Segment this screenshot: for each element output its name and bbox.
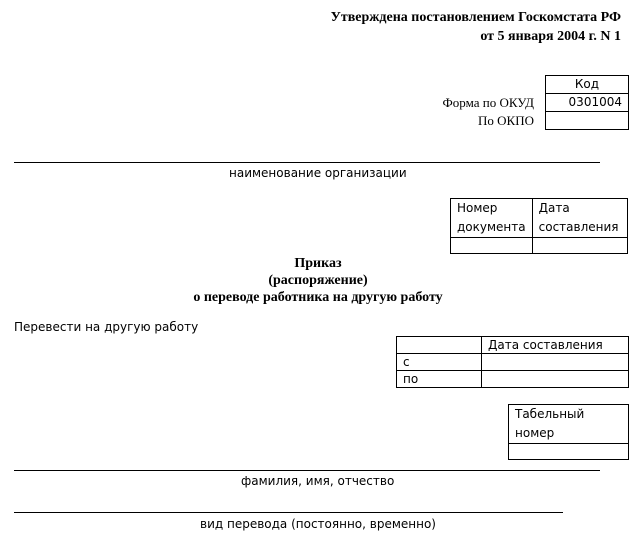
document-title [0,255,636,306]
title-line-3: о переводе работника на другую работу [193,290,443,305]
approval-line-1: Утверждена постановлением Госкомстата РФ [330,10,621,25]
personnel-number-table [508,404,629,460]
transfer-date-header: Дата составления [482,337,629,354]
document-number-header [451,199,533,238]
personnel-number-value[interactable] [509,444,629,460]
transfer-from-label: с [397,354,482,371]
document-date-label-1: Дата [538,201,570,215]
document-table [450,198,628,254]
full-name-line[interactable] [14,470,600,471]
personnel-number-header [509,405,629,444]
okud-value[interactable]: 0301004 [546,94,629,112]
transfer-blank-header [397,337,482,354]
approval-line-2: от 5 января 2004 г. N 1 [480,29,621,44]
title-line-1: Приказ [294,256,342,271]
transfer-to-label: по [397,371,482,388]
organization-line[interactable] [14,162,600,163]
transfer-from-date[interactable] [482,354,629,371]
organization-caption: наименование организации [229,166,407,180]
okud-label: Форма по ОКУД [442,95,534,110]
okpo-value[interactable] [546,112,629,130]
transfer-type-caption: вид перевода (постоянно, временно) [200,517,436,531]
personnel-number-label-2: номер [515,426,555,440]
document-number-value[interactable] [451,238,533,254]
document-date-value[interactable] [532,238,627,254]
okpo-label: По ОКПО [478,113,534,128]
document-date-header [532,199,627,238]
transfer-label: Перевести на другую работу [14,320,199,334]
transfer-date-table [396,336,629,388]
document-number-label-2: документа [457,220,526,234]
title-line-2: (распоряжение) [268,273,368,288]
code-header: Код [546,76,629,94]
document-date-label-2: составления [538,220,619,234]
code-table [545,75,629,130]
full-name-caption: фамилия, имя, отчество [241,474,395,488]
transfer-type-line[interactable] [14,512,563,513]
transfer-to-date[interactable] [482,371,629,388]
document-number-label-1: Номер [457,201,498,215]
personnel-number-label-1: Табельный [515,407,585,421]
